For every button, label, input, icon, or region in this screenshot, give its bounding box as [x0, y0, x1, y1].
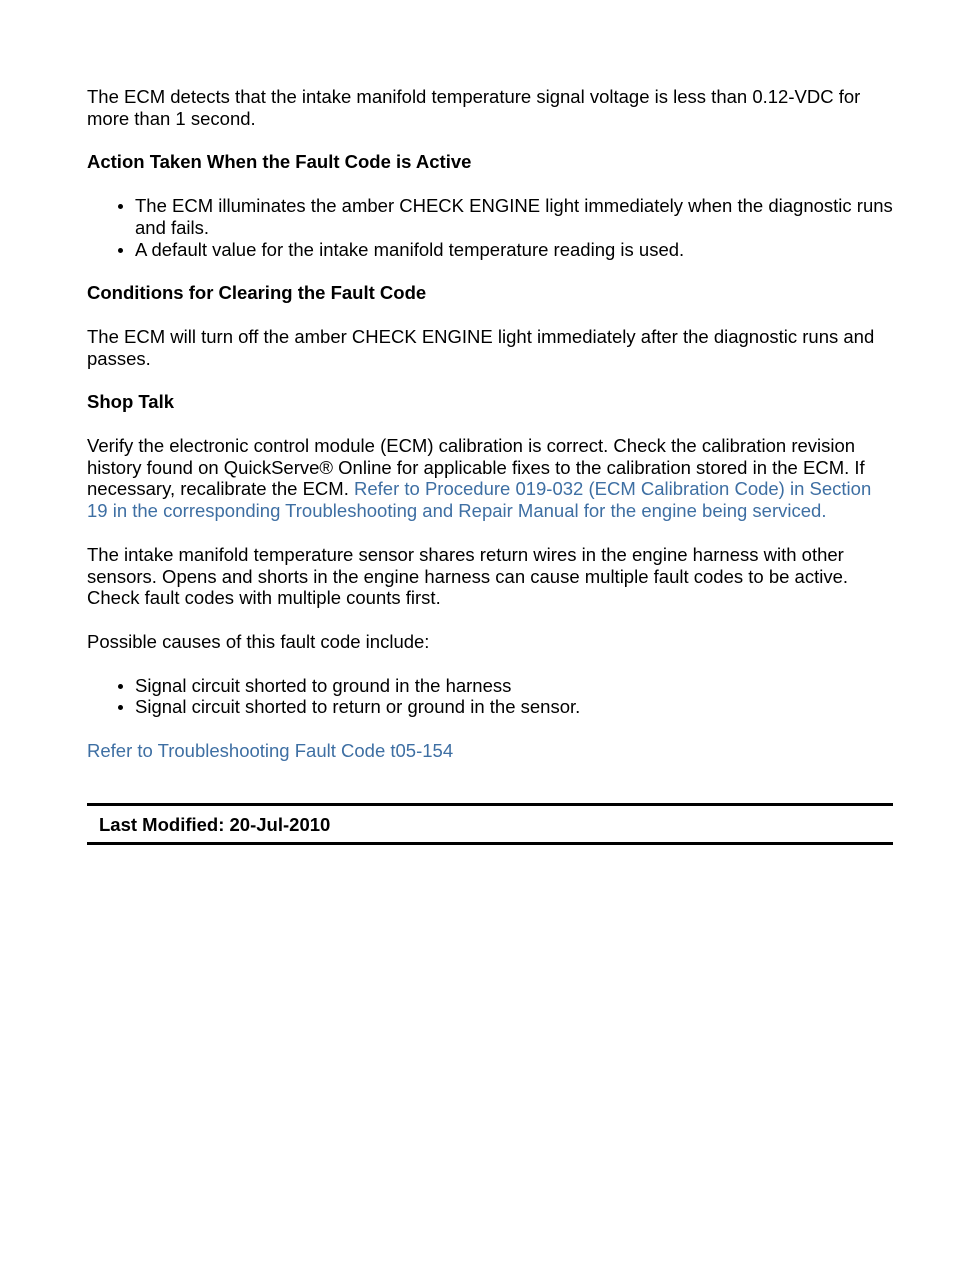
action-heading: Action Taken When the Fault Code is Active: [87, 151, 472, 173]
list-item: A default value for the intake manifold temperature reading is used.: [135, 239, 893, 261]
clearing-paragraph: The ECM will turn off the amber CHECK ENGINE light immediately after the diagnostic runs and passes.: [87, 325, 875, 369]
action-list: [87, 195, 893, 260]
calibration-text: Verify the electronic control module (ECM) calibration is correct. Check the calibration revision history found on QuickServe® Online for applicable fixes to the calibration stored in the ECM. If necessary, recalibrate the ECM.: [87, 435, 865, 500]
shop-talk-paragraph-1: [87, 435, 893, 522]
causes-intro: Possible causes of this fault code include:: [87, 630, 430, 652]
last-modified: Last Modified: 20-Jul-2010: [99, 814, 331, 835]
fault-code-t05-154-link[interactable]: Refer to Troubleshooting Fault Code t05-154: [87, 740, 454, 762]
list-item: Signal circuit shorted to ground in the harness: [135, 675, 893, 697]
procedure-019-032-link[interactable]: Refer to Procedure 019-032 (ECM Calibration Code) in Section 19 in the corresponding Troubleshooting and Repair Manual for the engine being serviced.: [87, 478, 872, 522]
clearing-heading: Conditions for Clearing the Fault Code: [87, 282, 427, 304]
causes-list: [87, 675, 893, 718]
shop-talk-heading: Shop Talk: [87, 391, 175, 413]
intro-paragraph: The ECM detects that the intake manifold temperature signal voltage is less than 0.12-VDC for more than 1 second.: [87, 86, 861, 129]
shop-talk-paragraph-2: The intake manifold temperature sensor shares return wires in the engine harness with other sensors. Opens and shorts in the engine harness can cause multiple fault codes to be active. Check fault codes with multiple counts first.: [87, 543, 849, 609]
document-body: [87, 86, 893, 784]
list-item: Signal circuit shorted to return or ground in the sensor.: [135, 696, 893, 718]
footer-bar: [87, 803, 893, 845]
list-item: The ECM illuminates the amber CHECK ENGINE light immediately when the diagnostic runs and fails.: [135, 195, 893, 238]
